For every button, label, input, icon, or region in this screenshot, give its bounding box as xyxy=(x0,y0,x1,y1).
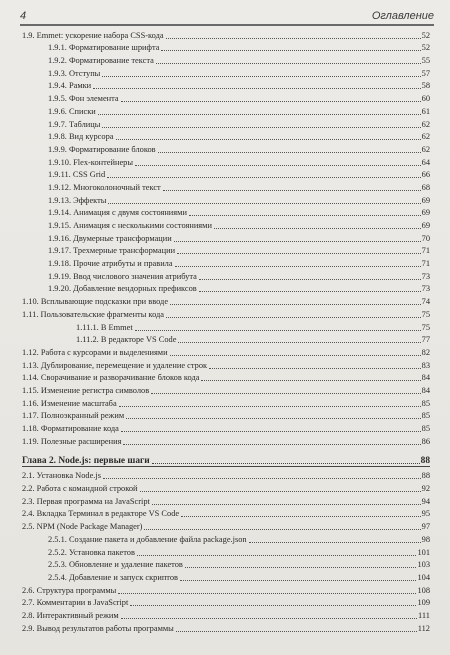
running-title: Оглавление xyxy=(371,10,434,22)
dot-leader xyxy=(185,567,417,568)
toc-entry xyxy=(22,558,430,571)
toc-entry-title: 1.9.6. Списки xyxy=(48,106,96,116)
toc-entry-page: 84 xyxy=(421,373,430,383)
dot-leader xyxy=(166,317,421,318)
dot-leader xyxy=(130,605,416,606)
dot-leader xyxy=(214,228,421,229)
toc-entry-page: 92 xyxy=(421,484,430,494)
toc-entry-page: 64 xyxy=(421,157,430,167)
toc-entry-page: 77 xyxy=(421,335,430,345)
toc-entry-page: 62 xyxy=(421,132,430,142)
toc-entry-title: 1.9.15. Анимация с несколькими состояниями xyxy=(48,221,212,230)
dot-leader xyxy=(175,266,421,267)
toc-entry-title: 1.10. Всплывающие подсказки при вводе xyxy=(22,297,169,307)
toc-entry xyxy=(22,282,430,295)
toc-entry-title: 1.9.7. Таблицы xyxy=(48,119,101,129)
toc-entry xyxy=(22,66,430,79)
section-2-entries xyxy=(22,469,430,634)
toc-entry-title: 1.9.14. Анимация с двумя состояниями xyxy=(48,208,187,218)
toc-entry-page: 52 xyxy=(421,43,430,53)
toc-entry-page: 112 xyxy=(417,623,430,633)
dot-leader xyxy=(152,463,420,464)
dot-leader xyxy=(180,580,416,581)
dot-leader xyxy=(177,253,421,254)
toc-entry xyxy=(22,91,430,104)
toc-entry-title: 1.17. Полноэкранный режим xyxy=(22,411,125,421)
dot-leader xyxy=(170,304,421,305)
toc-entry xyxy=(22,545,430,558)
dot-leader xyxy=(156,63,421,64)
toc-entry-title: 2.2. Работа с командной строкой xyxy=(22,484,138,494)
toc-entry xyxy=(22,494,430,507)
toc-entry-page: 75 xyxy=(421,322,430,332)
dot-leader xyxy=(102,76,420,77)
toc-entry xyxy=(22,41,430,54)
toc-entry-title: 1.9.10. Flex-контейнеры xyxy=(48,157,133,167)
toc-entry-page: 75 xyxy=(421,309,430,319)
toc-entry xyxy=(22,155,430,168)
toc-entry xyxy=(22,519,430,532)
toc-entry-page: 104 xyxy=(417,572,430,582)
toc-entry-title: 1.15. Изменение регистра символов xyxy=(22,385,150,395)
dot-leader xyxy=(121,101,421,102)
dot-leader xyxy=(126,418,420,419)
toc-entry-page: 73 xyxy=(421,284,430,294)
toc-entry xyxy=(22,532,430,545)
toc-entry-page: 111 xyxy=(418,610,430,620)
toc-entry xyxy=(22,53,430,66)
toc-entry-title: 1.11.2. В редакторе VS Code xyxy=(76,335,177,345)
toc-entry-page: 55 xyxy=(421,56,430,66)
toc-entry xyxy=(22,294,430,307)
toc-entry-page: 85 xyxy=(421,398,430,408)
toc-entry-title: 1.14. Сворачивание и разворачивание блоков кода xyxy=(22,373,200,383)
toc-entry-title: 1.16. Изменение масштаба xyxy=(22,398,117,408)
toc-entry-page: 68 xyxy=(421,182,430,192)
dot-leader xyxy=(249,542,421,543)
toc-entry-title: 2.8. Интерактивный режим xyxy=(22,610,119,620)
dot-leader xyxy=(161,50,420,51)
toc-entry-title: 1.9.4. Рамки xyxy=(48,81,92,91)
toc-entry-page: 57 xyxy=(421,68,430,78)
dot-leader xyxy=(170,355,421,356)
toc-entry xyxy=(22,434,430,447)
dot-leader xyxy=(116,139,421,140)
toc-entry xyxy=(22,117,430,130)
toc-entry-page: 66 xyxy=(421,170,430,180)
toc-entry-title: 1.9. Emmet: ускорение набора CSS-кода xyxy=(22,30,164,40)
toc-entry xyxy=(22,421,430,434)
toc-entry-page: 71 xyxy=(421,246,430,256)
toc-entry-title: Глава 2. Node.js: первые шаги xyxy=(22,455,150,466)
dot-leader xyxy=(174,241,421,242)
toc-entry-page: 74 xyxy=(421,297,430,307)
page-number: 4 xyxy=(20,10,27,22)
toc-entry xyxy=(22,345,430,358)
toc-entry-title: 2.4. Вкладка Терминал в редакторе VS Code xyxy=(22,509,180,519)
header-rule xyxy=(20,24,434,26)
dot-leader xyxy=(189,215,421,216)
toc-entry-page: 84 xyxy=(421,385,430,395)
toc-entry-title: 1.9.1. Форматирование шрифта xyxy=(48,43,160,53)
toc-entry xyxy=(22,570,430,583)
toc-entry xyxy=(22,168,430,181)
toc-entry xyxy=(22,481,430,494)
toc-entry xyxy=(22,396,430,409)
toc-entry-page: 95 xyxy=(421,509,430,519)
toc-entry-page: 103 xyxy=(417,560,430,570)
toc-entry-title: 2.1. Установка Node.js xyxy=(22,471,101,481)
toc-entry xyxy=(22,231,430,244)
toc-entry-title: 1.9.19. Ввод числового значения атрибута xyxy=(48,271,197,281)
toc-entry-page: 69 xyxy=(421,221,430,230)
toc-entry-page: 86 xyxy=(421,436,430,446)
dot-leader xyxy=(107,177,420,178)
toc-entry xyxy=(22,469,430,482)
toc-entry xyxy=(22,180,430,193)
toc-entry xyxy=(22,218,430,231)
toc-entry-page: 85 xyxy=(421,424,430,433)
toc-entry-page: 94 xyxy=(421,496,430,506)
table-of-contents xyxy=(22,28,430,634)
toc-entry xyxy=(22,608,430,621)
toc-entry-title: 1.9.5. Фон элемента xyxy=(48,94,119,104)
toc-entry xyxy=(22,621,430,634)
toc-entry-page: 62 xyxy=(421,119,430,129)
toc-entry-page: 60 xyxy=(421,94,430,104)
toc-entry-page: 82 xyxy=(421,347,430,357)
toc-entry-title: 2.5.3. Обновление и удаление пакетов xyxy=(48,560,183,570)
toc-entry-title: 1.9.2. Форматирование текста xyxy=(48,56,154,66)
toc-entry xyxy=(22,269,430,282)
toc-entry-title: 2.5. NPM (Node Package Manager) xyxy=(22,522,143,532)
toc-entry-title: 1.9.11. CSS Grid xyxy=(48,170,106,180)
toc-entry-page: 108 xyxy=(417,585,430,595)
dot-leader xyxy=(176,631,417,632)
toc-entry xyxy=(22,206,430,219)
dot-leader xyxy=(201,380,420,381)
toc-entry-title: 2.5.1. Создание пакета и добавление файла package.json xyxy=(48,534,247,544)
dot-leader xyxy=(118,593,416,594)
toc-entry xyxy=(22,142,430,155)
dot-leader xyxy=(102,127,420,128)
dot-leader xyxy=(103,478,421,479)
toc-entry-title: 1.9.3. Отступы xyxy=(48,68,101,78)
toc-entry-page: 88 xyxy=(420,455,430,466)
dot-leader xyxy=(158,152,421,153)
toc-entry-title: 2.3. Первая программа на JavaScript xyxy=(22,496,150,506)
page-header xyxy=(20,4,434,22)
toc-entry-title: 1.9.8. Вид курсора xyxy=(48,132,114,142)
toc-entry-page: 85 xyxy=(421,411,430,421)
dot-leader xyxy=(135,330,421,331)
dot-leader xyxy=(163,190,421,191)
dot-leader xyxy=(135,165,421,166)
toc-entry xyxy=(22,383,430,396)
dot-leader xyxy=(119,406,421,407)
dot-leader xyxy=(93,88,420,89)
toc-entry-title: 1.9.16. Двумерные трансформации xyxy=(48,233,172,243)
toc-entry-title: 1.9.9. Форматирование блоков xyxy=(48,144,156,154)
toc-entry-page: 97 xyxy=(421,522,430,532)
toc-entry-page: 83 xyxy=(421,360,430,370)
toc-entry-title: 2.5.2. Установка пакетов xyxy=(48,547,135,557)
toc-entry-title: 1.9.18. Прочие атрибуты и правила xyxy=(48,259,173,269)
dot-leader xyxy=(199,291,421,292)
toc-entry-page: 70 xyxy=(421,233,430,243)
toc-entry-page: 88 xyxy=(421,471,430,481)
toc-entry xyxy=(22,28,430,41)
toc-entry-page: 101 xyxy=(417,547,430,557)
dot-leader xyxy=(121,618,417,619)
toc-entry xyxy=(22,507,430,520)
toc-entry-title: 1.11. Пользовательские фрагменты кода xyxy=(22,309,165,319)
toc-entry-title: 1.12. Работа с курсорами и выделениями xyxy=(22,347,168,357)
toc-entry-page: 109 xyxy=(417,598,430,608)
toc-entry-title: 1.18. Форматирование кода xyxy=(22,424,119,433)
toc-entry xyxy=(22,409,430,422)
dot-leader xyxy=(209,368,421,369)
toc-entry-page: 58 xyxy=(421,81,430,91)
toc-entry-page: 73 xyxy=(421,271,430,281)
toc-entry-page: 98 xyxy=(421,534,430,544)
toc-entry xyxy=(22,244,430,257)
dot-leader xyxy=(137,555,417,556)
toc-entry-title: 1.9.12. Многоколоночный текст xyxy=(48,182,161,192)
toc-entry xyxy=(22,583,430,596)
dot-leader xyxy=(181,516,421,517)
toc-entry-title: 1.13. Дублирование, перемещение и удаление строк xyxy=(22,360,208,370)
section-1-entries xyxy=(22,28,430,447)
toc-entry-page: 61 xyxy=(421,106,430,116)
toc-entry-title: 1.9.13. Эффекты xyxy=(48,195,107,205)
chapter-2-heading xyxy=(22,452,430,467)
toc-entry-title: 2.5.4. Добавление и запуск скриптов xyxy=(48,572,179,582)
dot-leader xyxy=(166,38,421,39)
dot-leader xyxy=(108,203,420,204)
dot-leader xyxy=(140,491,421,492)
dot-leader xyxy=(152,504,421,505)
toc-entry xyxy=(22,596,430,609)
toc-entry-title: 2.7. Комментарии в JavaScript xyxy=(22,598,129,608)
toc-entry-title: 2.6. Структура программы xyxy=(22,585,117,595)
toc-entry-page: 69 xyxy=(421,208,430,218)
toc-entry xyxy=(22,371,430,384)
toc-entry-page: 62 xyxy=(421,144,430,154)
toc-entry-title: 1.19. Полезные расширения xyxy=(22,436,122,446)
dot-leader xyxy=(199,279,421,280)
toc-entry-page: 52 xyxy=(421,30,430,40)
toc-entry xyxy=(22,320,430,333)
toc-entry xyxy=(22,130,430,143)
toc-entry xyxy=(22,104,430,117)
toc-entry-title: 1.9.17. Трехмерные трансформации xyxy=(48,246,176,256)
dot-leader xyxy=(178,342,420,343)
toc-entry-title: 1.9.20. Добавление вендорных префиксов xyxy=(48,284,197,294)
dot-leader xyxy=(144,529,420,530)
dot-leader xyxy=(123,444,420,445)
dot-leader xyxy=(151,393,420,394)
toc-entry-page: 71 xyxy=(421,259,430,269)
toc-entry-title: 1.11.1. В Emmet xyxy=(76,322,133,332)
dot-leader xyxy=(121,431,421,432)
toc-entry xyxy=(22,79,430,92)
toc-entry xyxy=(22,193,430,206)
toc-entry xyxy=(22,256,430,269)
toc-entry xyxy=(22,333,430,346)
dot-leader xyxy=(98,114,421,115)
toc-entry-title: 2.9. Вывод результатов работы программы xyxy=(22,623,174,633)
toc-entry-page: 69 xyxy=(421,195,430,205)
toc-entry xyxy=(22,307,430,320)
toc-entry xyxy=(22,358,430,371)
